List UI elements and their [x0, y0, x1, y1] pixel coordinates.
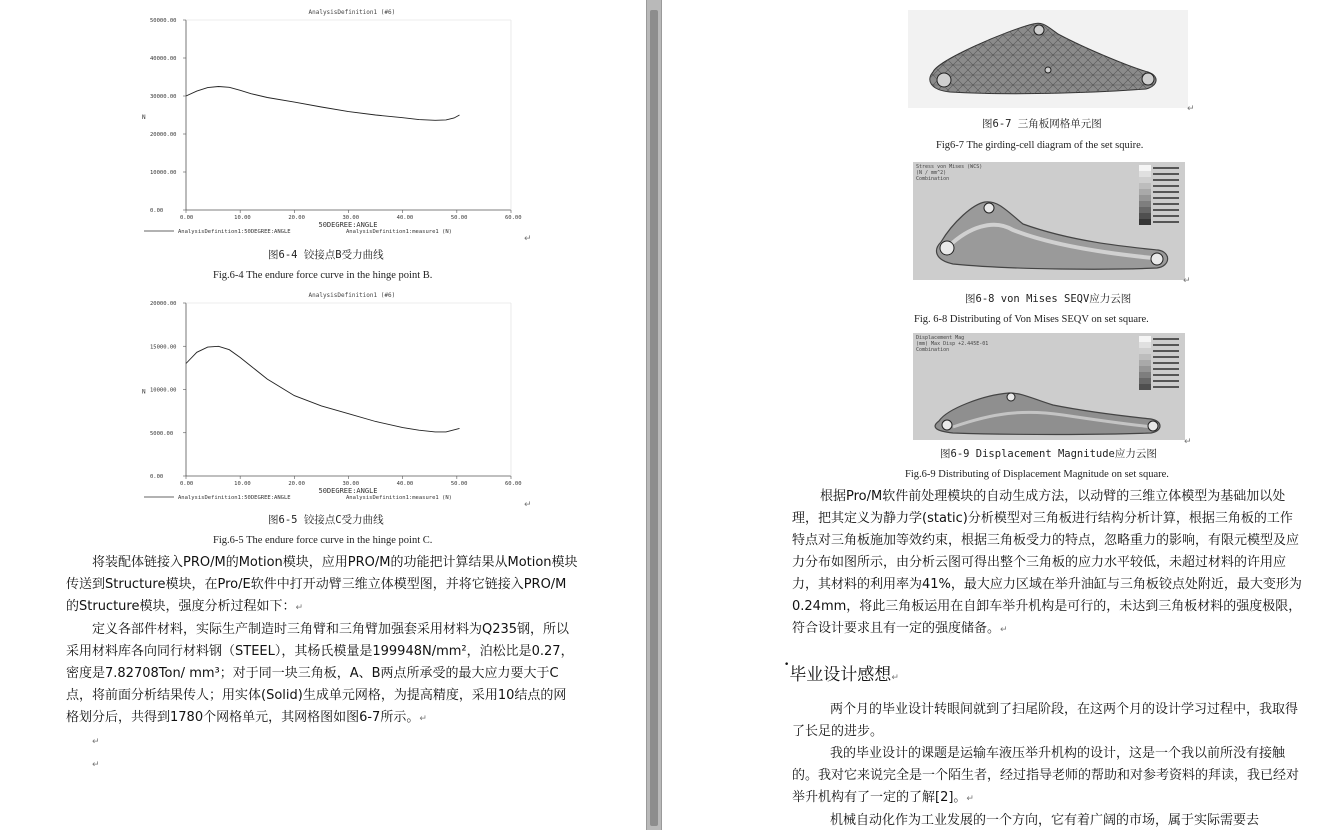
paragraph: 将装配体链接入PRO/M的Motion模块，应用PRO/M的功能把计算结果从Motion模块传送到Structure模块，在Pro/E软件中打开动臂三维立体模型图，并将它链接入PRO/M的Structure模块，强度分析过程如下：↵ — [66, 555, 578, 614]
scroll-thumb[interactable] — [650, 10, 658, 826]
body-text-left — [66, 552, 578, 776]
right-page — [662, 0, 1337, 830]
figure-caption-6-5-en: Fig.6-5 The endure force curve in the hinge point C. — [213, 535, 433, 546]
y-tick-label: 5000.00 — [150, 430, 174, 437]
y-axis-label: N — [142, 388, 146, 396]
paragraph-text: 定义各部件材料，实际生产制造时三角臂和三角臂加强套采用材料为Q235钢，所以采用材料库各向同行材料钢（STEEL），其杨氏模量是199948N/mm²，泊松比是0.27，密度是7.82708Ton/ mm³；对于同一块三角板，A、B两点所承受的最大应力要大于C点，将前面分析结果传人；用实体(Solid)生成单元网格，为提高精度，采用10结点的网格划分后，共得到1780个网格单元，其网格图如图6-7所示。 — [66, 622, 574, 725]
paragraph-text: 机械自动化作为工业发展的一个方向，它有着广阔的市场，属于实际需要去 — [830, 813, 1260, 828]
return-mark: ↵ — [1184, 437, 1192, 447]
svg-text:(N / mm^2): (N / mm^2) — [916, 170, 947, 176]
chart-hinge-b — [130, 0, 540, 240]
svg-text:Combination: Combination — [916, 347, 950, 353]
page-gutter-scrollbar[interactable] — [646, 0, 662, 830]
figure-caption-6-9-en: Fig.6-9 Distributing of Displacement Magnitude on set square. — [905, 469, 1169, 480]
y-tick-label: 15000.00 — [150, 344, 177, 351]
empty-paragraph: ↵ — [92, 737, 100, 747]
body-text-right-2 — [792, 699, 1304, 830]
body-text-right — [792, 486, 1304, 641]
y-axis-label: N — [142, 114, 146, 121]
paragraph: 定义各部件材料，实际生产制造时三角臂和三角臂加强套采用材料为Q235钢，所以采用材料库各向同行材料钢（STEEL），其杨氏模量是199948N/mm²，泊松比是0.27，密度是7.82708Ton/ mm³；对于同一块三角板，A、B两点所承受的最大应力要大于C点，将前面分析结果传人；用实体(Solid)生成单元网格，为提高精度，采用10结点的网格划分后，共得到1780个网格单元，其网格图如图6-7所示。↵ — [66, 622, 574, 725]
x-tick-label: 0.00 — [180, 481, 194, 487]
paragraph-text: 我的毕业设计的课题是运输车液压举升机构的设计，这是一个我以前所没有接触的。我对它来说完全是一个陌生者，经过指导老师的帮助和对参考资料的拜读，我已经对举升机构有了一定的了解[2]。 — [792, 746, 1300, 805]
y-tick-label: 10000.00 — [150, 387, 177, 394]
x-tick-label: 50.00 — [450, 215, 468, 221]
x-axis-label: 50DEGREE:ANGLE — [318, 221, 378, 229]
y-tick-label: 10000.00 — [150, 170, 177, 176]
return-mark: ↵ — [524, 234, 532, 244]
figure-caption-6-8-cn: 图6-8 von Mises SEQV应力云图 — [965, 293, 1132, 305]
paragraph-text: 将装配体链接入PRO/M的Motion模块，应用PRO/M的功能把计算结果从Motion模块传送到Structure模块，在Pro/E软件中打开动臂三维立体模型图，并将它链接入PRO/M的Structure模块，强度分析过程如下： — [66, 555, 578, 614]
y-tick-label: 0.00 — [150, 474, 164, 480]
figure-caption-6-5-cn: 图6-5 铰接点C受力曲线 — [268, 514, 384, 526]
empty-paragraph: ↵ — [92, 760, 100, 770]
x-tick-label: 10.00 — [234, 215, 251, 221]
paragraph-text: 根据Pro/M软件前处理模块的自动生成方法，以动臂的三维立体模型为基础加以处理，把其定义为静力学(static)分析模型对三角板进行结构分析计算，根据三角板的工作特点对三角板施加等效约束，根据三角板受力的特点，忽略重力的影响，有限元模型及应力分布如图所示，由分析云图可得出整个三角板的应力水平较低，未超过材料的许用应力，其材料的利用率为41%，最大应力区域在举升油缸与三角板铰点处附近，最大变形为0.24mm，将此三角板运用在自卸车举升机构是可行的，未达到三角板材料的强度极限，符合设计要求且有一定的强度储备。 — [792, 489, 1302, 636]
chart-hinge-c — [130, 288, 540, 503]
figure-caption-6-9-cn: 图6-9 Displacement Magnitude应力云图 — [940, 448, 1157, 460]
svg-text:(mm) Max Disp +2.445E-01: (mm) Max Disp +2.445E-01 — [916, 341, 989, 347]
chart-title: AnalysisDefinition1 (#6) — [308, 292, 396, 299]
x-tick-label: 20.00 — [288, 215, 305, 221]
x-tick-label: 50.00 — [450, 481, 468, 487]
displacement-contour-image — [913, 333, 1185, 440]
chart-title: AnalysisDefinition1 (#6) — [308, 9, 396, 16]
y-tick-label: 50000.00 — [150, 18, 177, 24]
legend-label: AnalysisDefinition1:measure1 (N) — [346, 495, 452, 501]
series-line — [186, 87, 460, 121]
paragraph: 我的毕业设计的课题是运输车液压举升机构的设计，这是一个我以前所没有接触的。我对它来说完全是一个陌生者，经过指导老师的帮助和对参考资料的拜读，我已经对举升机构有了一定的了解[2]。↵ — [792, 746, 1300, 805]
x-tick-label: 30.00 — [342, 481, 360, 487]
x-tick-label: 0.00 — [180, 215, 194, 221]
svg-text:Displacement Mag: Displacement Mag — [916, 335, 965, 341]
paragraph — [792, 699, 1304, 743]
figure-caption-6-8-en: Fig. 6-8 Distributing of Von Mises SEQV on set square. — [914, 314, 1149, 325]
y-tick-label: 0.00 — [150, 208, 164, 214]
x-tick-label: 30.00 — [342, 215, 360, 221]
x-tick-label: 40.00 — [396, 481, 414, 487]
return-mark: ↵ — [1187, 104, 1195, 114]
svg-text:Combination: Combination — [916, 176, 950, 182]
x-tick-label: 60.00 — [505, 481, 522, 487]
y-tick-label: 20000.00 — [150, 301, 177, 307]
legend-label: AnalysisDefinition1:50DEGREE:ANGLE — [178, 229, 291, 235]
y-tick-label: 20000.00 — [150, 132, 177, 138]
paragraph: 根据Pro/M软件前处理模块的自动生成方法，以动臂的三维立体模型为基础加以处理，把其定义为静力学(static)分析模型对三角板进行结构分析计算，根据三角板的工作特点对三角板施加等效约束，根据三角板受力的特点，忽略重力的影响，有限元模型及应力分布如图所示，由分析云图可得出整个三角板的应力水平较低，未超过材料的许用应力，其材料的利用率为41%，最大应力区域在举升油缸与三角板铰点处附近，最大变形为0.24mm，将此三角板运用在自卸车举升机构是可行的，未达到三角板材料的强度极限，符合设计要求且有一定的强度储备。↵ — [792, 489, 1302, 636]
legend-label: AnalysisDefinition1:measure1 (N) — [346, 229, 452, 235]
svg-text:Stress von Mises (WCS): Stress von Mises (WCS) — [916, 164, 983, 170]
return-mark: ↵ — [524, 500, 532, 510]
paragraph-text: 两个月的毕业设计转眼间就到了扫尾阶段，在这两个月的设计学习过程中，我取得了长足的进步。 — [792, 702, 1299, 739]
x-tick-label: 40.00 — [396, 215, 414, 221]
section-heading: •毕业设计感想↵ — [784, 660, 899, 685]
series-line — [186, 346, 460, 432]
von-mises-contour-image — [913, 162, 1185, 280]
legend-label: AnalysisDefinition1:50DEGREE:ANGLE — [178, 495, 291, 501]
paragraph — [792, 810, 1304, 830]
return-mark: ↵ — [1183, 276, 1191, 286]
figure-caption-6-4-cn: 图6-4 铰接点B受力曲线 — [268, 249, 384, 261]
figure-caption-6-4-en: Fig.6-4 The endure force curve in the hinge point B. — [213, 270, 433, 281]
y-tick-label: 30000.00 — [150, 94, 177, 100]
section-heading-text: 毕业设计感想 — [789, 665, 892, 685]
mesh-image — [908, 10, 1188, 108]
x-tick-label: 20.00 — [288, 481, 305, 487]
x-tick-label: 10.00 — [234, 481, 251, 487]
x-tick-label: 60.00 — [505, 215, 522, 221]
x-axis-label: 50DEGREE:ANGLE — [318, 487, 378, 495]
figure-caption-6-7-en: Fig6-7 The girding-cell diagram of the set squire. — [936, 140, 1144, 151]
left-page — [0, 0, 646, 830]
figure-caption-6-7-cn: 图6-7 三角板网格单元图 — [982, 118, 1102, 130]
y-tick-label: 40000.00 — [150, 56, 177, 62]
